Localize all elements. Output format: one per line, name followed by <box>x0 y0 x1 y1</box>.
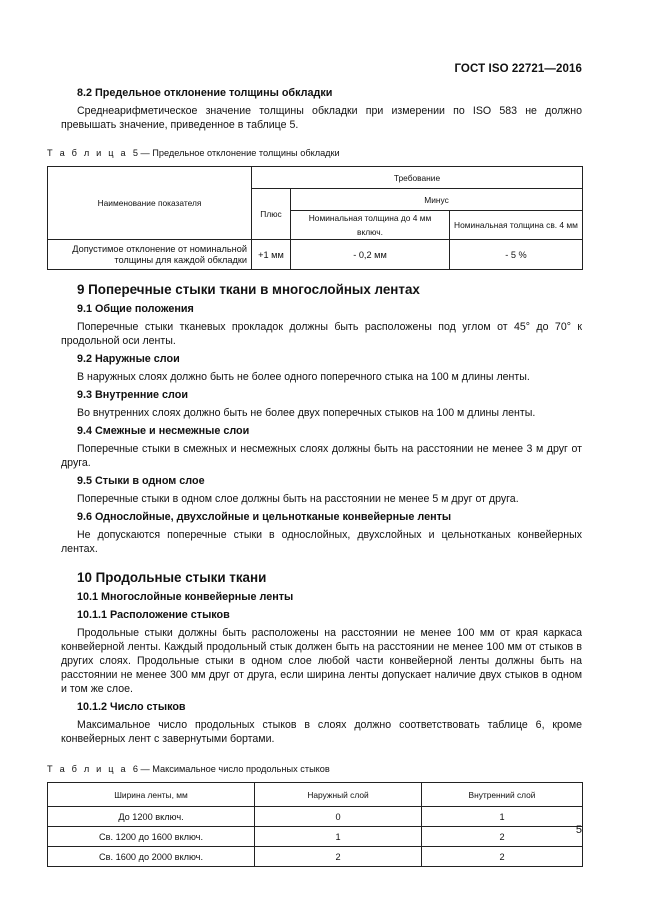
table-5-header-nominal-2: Номинальная толщина св. 4 мм <box>450 211 583 240</box>
table-6 <box>47 782 583 867</box>
table-5-row-minus-1: - 0,2 мм <box>291 240 450 270</box>
table-6-cell: 2 <box>422 847 583 867</box>
table-5-caption: Т а б л и ц а 5 — Предельное отклонение толщины обкладки <box>47 148 340 158</box>
section-9-5-text: Поперечные стыки в одном слое должны быть на расстоянии не менее 5 м друг от друга. <box>77 493 519 505</box>
page-content <box>47 86 582 867</box>
section-9-6-text: Не допускаются поперечные стыки в однослойных, двухслойных и цельнотканых конвейерных лентах. <box>61 529 582 555</box>
section-10-1-1-heading: 10.1.1 Расположение стыков <box>77 609 230 621</box>
section-10-heading: 10 Продольные стыки ткани <box>77 570 267 585</box>
table-5-header-nominal-1: Номинальная толщина до 4 мм включ. <box>291 211 450 240</box>
section-9-6-heading: 9.6 Однослойные, двухслойные и цельнотканые конвейерные ленты <box>77 511 452 523</box>
section-9-1-text: Поперечные стыки тканевых прокладок должны быть расположены под углом от 45° до 70° к продольной оси ленты. <box>61 321 582 347</box>
table-6-cell: Св. 1200 до 1600 включ. <box>48 827 255 847</box>
table-5-header-plus: Плюс <box>252 189 291 240</box>
section-8-2-text: Среднеарифметическое значение толщины обкладки при измерении по ISO 583 не должно превышать значение, приведенное в таблице 5. <box>61 105 582 131</box>
table-row <box>48 807 583 827</box>
standard-code: ГОСТ ISO 22721—2016 <box>454 63 582 75</box>
section-9-4-heading: 9.4 Смежные и несмежные слои <box>77 425 250 437</box>
section-8-2-heading: 8.2 Предельное отклонение толщины обкладки <box>77 87 333 99</box>
table-6-header-width: Ширина ленты, мм <box>48 783 255 807</box>
table-6-cell: 1 <box>422 807 583 827</box>
section-10-1-1-text: Продольные стыки должны быть расположены на расстоянии не менее 100 мм от края каркаса конвейерной ленты. Каждый продольный стык должен быть на расстоянии не менее 100 мм от стыков в других слоях. Продольные стыки в одном слое любой части конвейерной ленты должны быть на расстоянии не менее 300 мм друг от друга, если ширина ленты допускает наличие двух стыков в одном и том же слое. <box>61 627 582 695</box>
table-6-cell: 2 <box>422 827 583 847</box>
table-6-header-outer: Наружный слой <box>255 783 422 807</box>
table-row <box>48 847 583 867</box>
section-9-2-heading: 9.2 Наружные слои <box>77 353 180 365</box>
table-6-header-inner: Внутренний слой <box>422 783 583 807</box>
table-5-row-name: Допустимое отклонение от номинальной толщины для каждой обкладки <box>48 240 252 270</box>
table-6-caption: Т а б л и ц а 6 — Максимальное число продольных стыков <box>47 764 330 774</box>
section-9-3-heading: 9.3 Внутренние слои <box>77 389 188 401</box>
section-10-1-2-heading: 10.1.2 Число стыков <box>77 701 186 713</box>
page-number: 5 <box>575 824 582 836</box>
section-9-4-text: Поперечные стыки в смежных и несмежных слоях должны быть на расстоянии не менее 3 м друг от друга. <box>61 443 582 469</box>
section-10-1-heading: 10.1 Многослойные конвейерные ленты <box>77 591 294 603</box>
table-5 <box>47 166 583 270</box>
section-9-1-heading: 9.1 Общие положения <box>77 303 194 315</box>
table-5-row-plus: +1 мм <box>252 240 291 270</box>
table-6-cell: 0 <box>255 807 422 827</box>
table-6-cell: Св. 1600 до 2000 включ. <box>48 847 255 867</box>
table-5-header-minus: Минус <box>291 189 583 211</box>
table-5-row-minus-2: - 5 % <box>450 240 583 270</box>
section-9-2-text: В наружных слоях должно быть не более одного поперечного стыка на 100 м длины ленты. <box>77 371 530 383</box>
table-6-cell: 2 <box>255 847 422 867</box>
section-9-heading: 9 Поперечные стыки ткани в многослойных лентах <box>77 282 420 297</box>
table-5-header-indicator: Наименование показателя <box>48 167 252 240</box>
section-10-1-2-text: Максимальное число продольных стыков в слоях должно соответствовать таблице 6, кроме конвейерных лент с завернутыми бортами. <box>61 719 582 745</box>
section-9-5-heading: 9.5 Стыки в одном слое <box>77 475 205 487</box>
table-6-cell: 1 <box>255 827 422 847</box>
table-6-cell: До 1200 включ. <box>48 807 255 827</box>
section-9-3-text: Во внутренних слоях должно быть не более двух поперечных стыков на 100 м длины ленты. <box>77 407 536 419</box>
table-5-header-requirement: Требование <box>252 167 583 189</box>
table-row <box>48 827 583 847</box>
